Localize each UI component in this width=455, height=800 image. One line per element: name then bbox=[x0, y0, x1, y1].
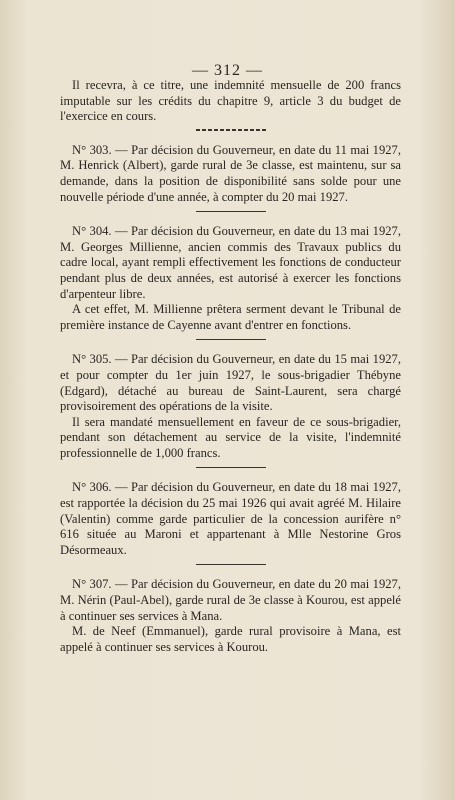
article-304 bbox=[60, 224, 401, 333]
page-content bbox=[60, 78, 401, 655]
page-number: — 312 — bbox=[192, 62, 263, 79]
article-paragraph: A cet effet, M. Millienne prêtera serment devant le Tribunal de première instance de Cayenne avant d'entrer en fonctions. bbox=[60, 302, 401, 332]
article-307 bbox=[60, 577, 401, 655]
article-paragraph: N° 303. — Par décision du Gouverneur, en date du 11 mai 1927, M. Henrick (Albert), garde rural de 3e classe, est maintenu, sur sa demande, dans la position de disponibilité sans solde pour une nouvelle période d'une année, à compter du 20 mai 1927. bbox=[60, 142, 401, 204]
separator bbox=[196, 564, 266, 565]
article-paragraph: N° 307. — Par décision du Gouverneur, en date du 20 mai 1927, M. Nérin (Paul-Abel), garde rural de 3e classe à Kourou, est appelé à continuer ses services à Mana. bbox=[60, 577, 401, 623]
article-305 bbox=[60, 352, 401, 461]
article-paragraph: M. de Neef (Emmanuel), garde rural provisoire à Mana, est appelé à continuer ses services à Kourou. bbox=[60, 624, 401, 654]
article-303 bbox=[60, 143, 401, 205]
article-306 bbox=[60, 480, 401, 558]
article-paragraph: Il sera mandaté mensuellement en faveur de ce sous-brigadier, pendant son détachement au service de la visite, l'indemnité professionnelle de 1,000 francs. bbox=[60, 414, 401, 460]
article-paragraph: N° 305. — Par décision du Gouverneur, en date du 15 mai 1927, et pour compter du 1er juin 1927, le sous-brigadier Thébyne (Edgard), détaché au bureau de Saint-Laurent, sera chargé provisoirement des opérations de la visite. bbox=[60, 352, 401, 414]
separator bbox=[196, 129, 266, 131]
separator bbox=[196, 339, 266, 340]
article-paragraph: N° 306. — Par décision du Gouverneur, en date du 18 mai 1927, est rapportée la décision du 25 mai 1926 qui avait agréé M. Hilaire (Valentin) comme garde particulier de la concession aurifère n° 616 située au Maroni et appartenant à Mlle Nestorine Gros Désormeaux. bbox=[60, 480, 401, 557]
separator bbox=[196, 467, 266, 468]
separator bbox=[196, 211, 266, 212]
intro-paragraph: Il recevra, à ce titre, une indemnité mensuelle de 200 francs imputable sur les crédits du chapitre 9, article 3 du budget de l'exercice en cours. bbox=[60, 78, 401, 124]
article-paragraph: N° 304. — Par décision du Gouverneur, en date du 13 mai 1927, M. Georges Millienne, ancien commis des Travaux publics du cadre local, ayant rempli effectivement les fonctions de conducteur pendant plus de deux années, est autorisé à exercer les fonctions d'arpenteur libre. bbox=[60, 224, 401, 301]
